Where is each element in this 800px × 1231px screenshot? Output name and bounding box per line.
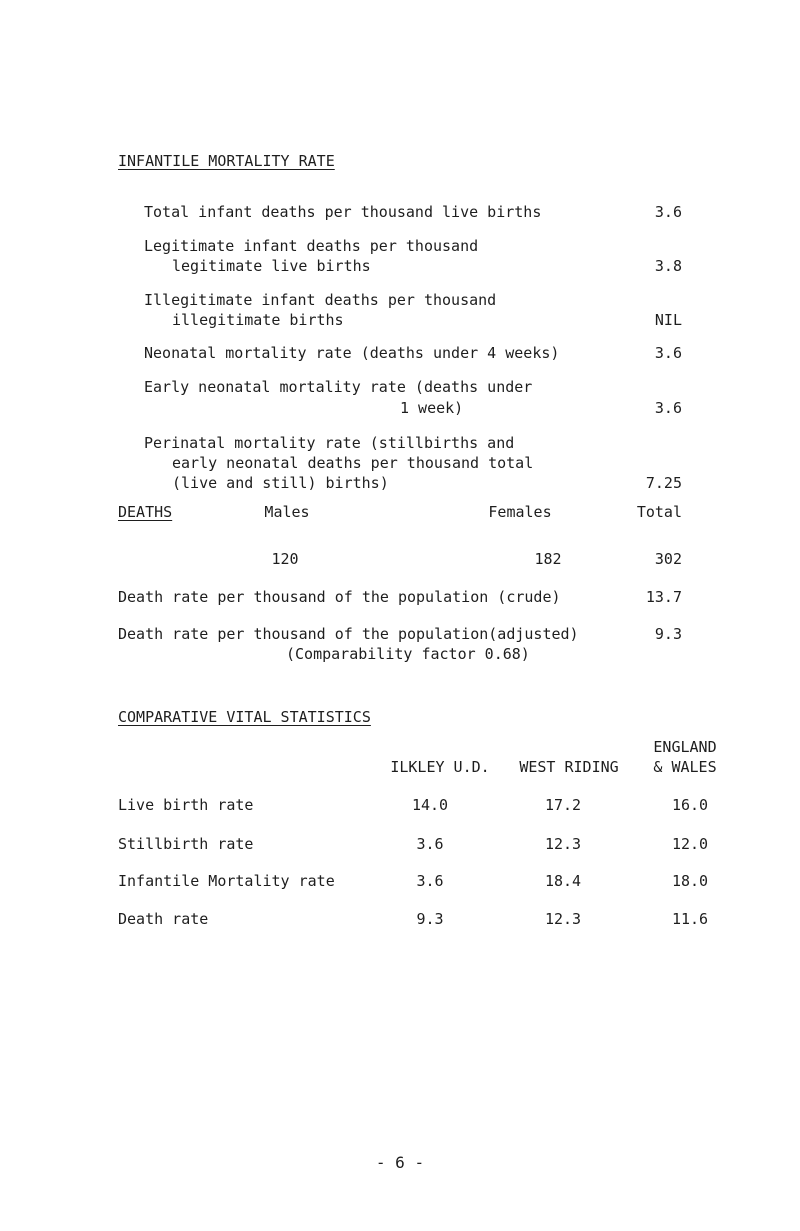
comp-value-stillbirth-west: 12.3 — [544, 835, 582, 853]
row-label-illegitimate: Illegitimate infant deaths per thousand — [144, 291, 497, 309]
comp-row-label-stillbirth: Stillbirth rate — [118, 835, 254, 853]
row-value-neonatal: 3.6 — [654, 344, 682, 362]
row-label-neonatal: Neonatal mortality rate (deaths under 4 weeks) — [144, 344, 560, 362]
row-label-legitimate: Legitimate infant deaths per thousand — [144, 237, 479, 255]
row-value-total-infant: 3.6 — [654, 203, 682, 221]
comp-value-death-ilkley: 9.3 — [416, 910, 444, 928]
row-value-legitimate: 3.8 — [654, 257, 682, 275]
deaths-col-males: Males — [264, 503, 310, 521]
comp-value-live-birth-ilkley: 14.0 — [411, 796, 449, 814]
comp-value-infantile-west: 18.4 — [544, 872, 582, 890]
comp-value-infantile-england: 18.0 — [671, 872, 709, 890]
row-label-early-neonatal: Early neonatal mortality rate (deaths under — [144, 378, 533, 396]
adjusted-death-rate-value: 9.3 — [654, 625, 682, 643]
row-label-perinatal: Perinatal mortality rate (stillbirths and — [144, 434, 515, 452]
row-label-perinatal-cont-2: (live and still) births) — [172, 474, 389, 492]
adjusted-death-rate-label: Death rate per thousand of the population(adjusted) — [118, 625, 579, 643]
deaths-col-total: Total — [636, 503, 682, 521]
row-label-early-neonatal-cont: 1 week) — [400, 399, 464, 417]
deaths-value-males: 120 — [271, 550, 299, 568]
row-value-early-neonatal: 3.6 — [654, 399, 682, 417]
comp-value-stillbirth-ilkley: 3.6 — [416, 835, 444, 853]
crude-death-rate-label: Death rate per thousand of the population (crude) — [118, 588, 561, 606]
col-header-west-riding: WEST RIDING — [519, 758, 619, 776]
section-heading-deaths: DEATHS — [118, 503, 173, 521]
deaths-value-total: 302 — [654, 550, 682, 568]
section-heading-infant-mortality: INFANTILE MORTALITY RATE — [118, 152, 335, 170]
deaths-value-females: 182 — [534, 550, 562, 568]
deaths-col-females: Females — [488, 503, 552, 521]
comp-row-label-live-birth: Live birth rate — [118, 796, 254, 814]
comp-row-label-infantile-mortality: Infantile Mortality rate — [118, 872, 335, 890]
row-value-illegitimate: NIL — [654, 311, 682, 329]
row-label-illegitimate-cont: illegitimate births — [172, 311, 344, 329]
comp-value-infantile-ilkley: 3.6 — [416, 872, 444, 890]
col-header-england: ENGLAND — [653, 738, 717, 756]
comp-row-label-death-rate: Death rate — [118, 910, 209, 928]
row-label-legitimate-cont: legitimate live births — [172, 257, 371, 275]
adjusted-death-rate-note: (Comparability factor 0.68) — [286, 645, 530, 663]
crude-death-rate-value: 13.7 — [645, 588, 682, 606]
row-label-total-infant: Total infant deaths per thousand live births — [144, 203, 542, 221]
comp-value-stillbirth-england: 12.0 — [671, 835, 709, 853]
col-header-ilkley: ILKLEY U.D. — [390, 758, 490, 776]
row-value-perinatal: 7.25 — [645, 474, 682, 492]
section-heading-comparative: COMPARATIVE VITAL STATISTICS — [118, 708, 371, 726]
page-number: - 6 - — [375, 1153, 425, 1172]
comp-value-live-birth-west: 17.2 — [544, 796, 582, 814]
comp-value-death-west: 12.3 — [544, 910, 582, 928]
col-header-wales: & WALES — [653, 758, 717, 776]
row-label-perinatal-cont-1: early neonatal deaths per thousand total — [172, 454, 534, 472]
comp-value-death-england: 11.6 — [671, 910, 709, 928]
comp-value-live-birth-england: 16.0 — [671, 796, 709, 814]
